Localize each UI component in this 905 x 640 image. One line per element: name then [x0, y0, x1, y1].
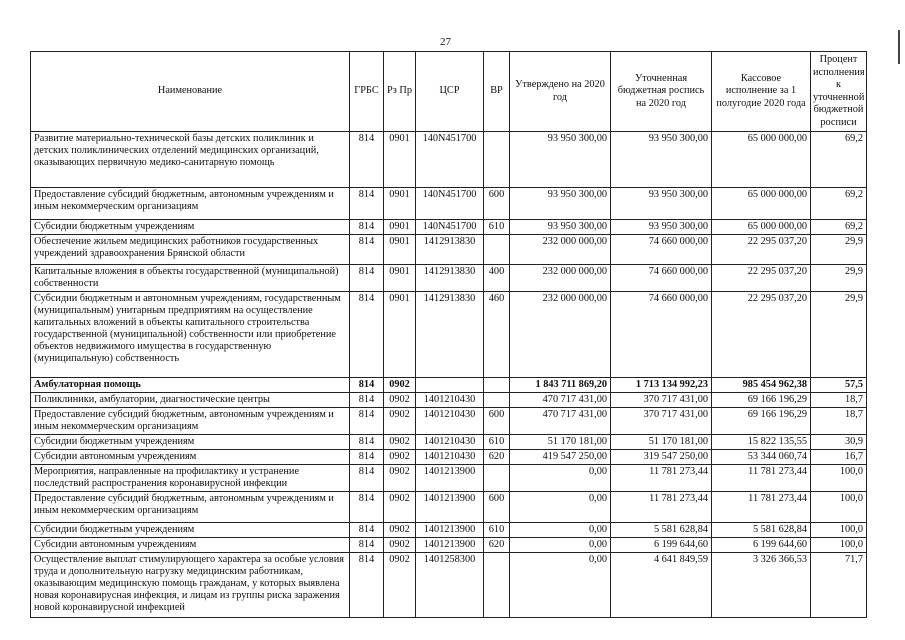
cell-name: Обеспечение жильем медицинских работников государственных учреждений здравоохранения Брянской области — [31, 235, 350, 265]
table-row — [31, 408, 867, 435]
cell-name: Предоставление субсидий бюджетным, автономным учреждениям и иным некоммерческим организациям — [31, 188, 350, 220]
cell-vr: 610 — [484, 523, 510, 538]
cell-refined: 93 950 300,00 — [611, 188, 712, 220]
cell-refined: 4 641 849,59 — [611, 553, 712, 618]
cell-grbs: 814 — [350, 492, 384, 523]
cell-refined: 93 950 300,00 — [611, 220, 712, 235]
cell-refined: 74 660 000,00 — [611, 265, 712, 292]
cell-cash: 22 295 037,20 — [712, 265, 811, 292]
cell-grbs: 814 — [350, 435, 384, 450]
cell-grbs: 814 — [350, 465, 384, 492]
cell-approved: 470 717 431,00 — [510, 408, 611, 435]
cell-rzpr: 0902 — [384, 553, 416, 618]
cell-csr: 1401258300 — [416, 553, 484, 618]
table-row — [31, 292, 867, 378]
cell-percent: 100,0 — [811, 465, 867, 492]
cell-approved: 51 170 181,00 — [510, 435, 611, 450]
cell-approved: 0,00 — [510, 465, 611, 492]
cell-csr: 1412913830 — [416, 265, 484, 292]
cell-name: Субсидии бюджетным и автономным учреждениям, государственным (муниципальным) унитарным предприятиям на осуществление капитальных вложений в объекты капитального строительства государственной (муниципальной) собственности или приобретение объектов недвижимого имущества в государственную (муниципальную) собственность — [31, 292, 350, 378]
cell-cash: 985 454 962,38 — [712, 378, 811, 393]
cell-refined: 74 660 000,00 — [611, 235, 712, 265]
table-row — [31, 553, 867, 618]
cell-rzpr: 0901 — [384, 292, 416, 378]
cell-name: Развитие материально-технической базы детских поликлиник и детских поликлинических отделений медицинских организаций, оказывающих первичную медико-санитарную помощь — [31, 132, 350, 188]
table-row — [31, 132, 867, 188]
cell-csr: 1401210430 — [416, 450, 484, 465]
cell-refined: 370 717 431,00 — [611, 393, 712, 408]
cell-csr: 1412913830 — [416, 235, 484, 265]
header-approved: Утверждено на 2020 год — [510, 52, 611, 132]
cell-rzpr: 0902 — [384, 408, 416, 435]
cell-refined: 1 713 134 992,23 — [611, 378, 712, 393]
cell-rzpr: 0902 — [384, 393, 416, 408]
cell-rzpr: 0901 — [384, 188, 416, 220]
cell-grbs: 814 — [350, 220, 384, 235]
cell-percent: 29,9 — [811, 235, 867, 265]
cell-cash: 11 781 273,44 — [712, 492, 811, 523]
cell-approved: 93 950 300,00 — [510, 220, 611, 235]
cell-grbs: 814 — [350, 378, 384, 393]
cell-grbs: 814 — [350, 553, 384, 618]
cell-rzpr: 0901 — [384, 132, 416, 188]
cell-grbs: 814 — [350, 393, 384, 408]
cell-cash: 22 295 037,20 — [712, 292, 811, 378]
cell-grbs: 814 — [350, 450, 384, 465]
header-percent: Процент исполнения к уточненной бюджетной росписи — [811, 52, 867, 132]
cell-name: Осуществление выплат стимулирующего характера за особые условия труда и дополнительную нагрузку медицинским работникам, оказывающим медицинскую помощь гражданам, у которых выявлена новая коронавирусная инфекция, и лицам из группы риска заражения новой коронавирусной инфекцией — [31, 553, 350, 618]
cell-cash: 69 166 196,29 — [712, 408, 811, 435]
cell-vr: 600 — [484, 408, 510, 435]
cell-name: Мероприятия, направленные на профилактику и устранение последствий распространения коронавирусной инфекции — [31, 465, 350, 492]
cell-cash: 65 000 000,00 — [712, 220, 811, 235]
cell-refined: 11 781 273,44 — [611, 492, 712, 523]
cell-cash: 69 166 196,29 — [712, 393, 811, 408]
cell-rzpr: 0902 — [384, 450, 416, 465]
table-row — [31, 378, 867, 393]
cell-csr: 1401210430 — [416, 393, 484, 408]
cell-approved: 419 547 250,00 — [510, 450, 611, 465]
cell-percent: 100,0 — [811, 492, 867, 523]
cell-vr: 460 — [484, 292, 510, 378]
cell-cash: 65 000 000,00 — [712, 132, 811, 188]
cell-csr: 1401213900 — [416, 523, 484, 538]
cell-vr: 610 — [484, 435, 510, 450]
header-csr: ЦСР — [416, 52, 484, 132]
header-rzpr: Рз Пр — [384, 52, 416, 132]
cell-rzpr: 0902 — [384, 435, 416, 450]
cell-approved: 0,00 — [510, 523, 611, 538]
cell-vr — [484, 235, 510, 265]
header-refined: Уточненная бюджетная роспись на 2020 год — [611, 52, 712, 132]
cell-vr — [484, 132, 510, 188]
cell-approved: 232 000 000,00 — [510, 292, 611, 378]
table-row — [31, 523, 867, 538]
cell-csr: 1401213900 — [416, 538, 484, 553]
cell-grbs: 814 — [350, 523, 384, 538]
cell-csr: 1401213900 — [416, 492, 484, 523]
cell-cash: 65 000 000,00 — [712, 188, 811, 220]
table-row — [31, 465, 867, 492]
cell-cash: 11 781 273,44 — [712, 465, 811, 492]
cell-approved: 470 717 431,00 — [510, 393, 611, 408]
cell-approved: 0,00 — [510, 553, 611, 618]
cell-csr: 1401210430 — [416, 408, 484, 435]
cell-vr: 620 — [484, 450, 510, 465]
cell-refined: 93 950 300,00 — [611, 132, 712, 188]
cell-csr: 1401210430 — [416, 435, 484, 450]
header-vr: ВР — [484, 52, 510, 132]
cell-vr: 600 — [484, 492, 510, 523]
cell-rzpr: 0902 — [384, 378, 416, 393]
cell-refined: 74 660 000,00 — [611, 292, 712, 378]
cell-vr: 400 — [484, 265, 510, 292]
cell-percent: 69,2 — [811, 220, 867, 235]
cell-cash: 15 822 135,55 — [712, 435, 811, 450]
margin-mark — [898, 30, 900, 64]
cell-name: Субсидии автономным учреждениям — [31, 538, 350, 553]
cell-percent: 29,9 — [811, 292, 867, 378]
cell-percent: 29,9 — [811, 265, 867, 292]
cell-vr: 620 — [484, 538, 510, 553]
cell-refined: 319 547 250,00 — [611, 450, 712, 465]
cell-cash: 6 199 644,60 — [712, 538, 811, 553]
cell-grbs: 814 — [350, 188, 384, 220]
cell-refined: 5 581 628,84 — [611, 523, 712, 538]
table-row — [31, 235, 867, 265]
header-name: Наименование — [31, 52, 350, 132]
table-row — [31, 492, 867, 523]
cell-percent: 18,7 — [811, 408, 867, 435]
cell-approved: 232 000 000,00 — [510, 235, 611, 265]
cell-rzpr: 0901 — [384, 235, 416, 265]
cell-grbs: 814 — [350, 408, 384, 435]
cell-approved: 232 000 000,00 — [510, 265, 611, 292]
cell-percent: 57,5 — [811, 378, 867, 393]
cell-approved: 0,00 — [510, 492, 611, 523]
budget-table — [30, 51, 867, 618]
cell-csr: 1401213900 — [416, 465, 484, 492]
cell-refined: 6 199 644,60 — [611, 538, 712, 553]
cell-csr: 1412913830 — [416, 292, 484, 378]
table-row — [31, 188, 867, 220]
cell-refined: 11 781 273,44 — [611, 465, 712, 492]
cell-approved: 93 950 300,00 — [510, 188, 611, 220]
cell-grbs: 814 — [350, 538, 384, 553]
cell-rzpr: 0902 — [384, 465, 416, 492]
cell-vr — [484, 465, 510, 492]
cell-name: Капитальные вложения в объекты государственной (муниципальной) собственности — [31, 265, 350, 292]
table-row — [31, 393, 867, 408]
cell-approved: 1 843 711 869,20 — [510, 378, 611, 393]
cell-percent: 100,0 — [811, 538, 867, 553]
cell-percent: 16,7 — [811, 450, 867, 465]
cell-grbs: 814 — [350, 235, 384, 265]
cell-percent: 100,0 — [811, 523, 867, 538]
table-row — [31, 220, 867, 235]
cell-percent: 69,2 — [811, 188, 867, 220]
table-row — [31, 435, 867, 450]
cell-approved: 0,00 — [510, 538, 611, 553]
cell-percent: 71,7 — [811, 553, 867, 618]
cell-name: Поликлиники, амбулатории, диагностические центры — [31, 393, 350, 408]
cell-csr: 140N451700 — [416, 132, 484, 188]
cell-grbs: 814 — [350, 265, 384, 292]
cell-vr — [484, 378, 510, 393]
header-grbs: ГРБС — [350, 52, 384, 132]
cell-name: Предоставление субсидий бюджетным, автономным учреждениям и иным некоммерческим организациям — [31, 492, 350, 523]
cell-vr: 600 — [484, 188, 510, 220]
header-cash: Кассовое исполнение за 1 полугодие 2020 года — [712, 52, 811, 132]
cell-grbs: 814 — [350, 132, 384, 188]
cell-approved: 93 950 300,00 — [510, 132, 611, 188]
cell-percent: 69,2 — [811, 132, 867, 188]
cell-rzpr: 0901 — [384, 265, 416, 292]
cell-percent: 18,7 — [811, 393, 867, 408]
cell-cash: 22 295 037,20 — [712, 235, 811, 265]
table-row — [31, 538, 867, 553]
cell-cash: 5 581 628,84 — [712, 523, 811, 538]
cell-rzpr: 0902 — [384, 492, 416, 523]
cell-name: Амбулаторная помощь — [31, 378, 350, 393]
cell-vr: 610 — [484, 220, 510, 235]
cell-grbs: 814 — [350, 292, 384, 378]
cell-name: Субсидии бюджетным учреждениям — [31, 435, 350, 450]
cell-name: Субсидии бюджетным учреждениям — [31, 220, 350, 235]
cell-name: Предоставление субсидий бюджетным, автономным учреждениям и иным некоммерческим организациям — [31, 408, 350, 435]
cell-refined: 370 717 431,00 — [611, 408, 712, 435]
table-row — [31, 265, 867, 292]
table-header-row — [31, 52, 867, 132]
cell-name: Субсидии бюджетным учреждениям — [31, 523, 350, 538]
cell-vr — [484, 393, 510, 408]
table-row — [31, 450, 867, 465]
cell-rzpr: 0901 — [384, 220, 416, 235]
cell-csr: 140N451700 — [416, 220, 484, 235]
page-number: 27 — [440, 36, 451, 48]
table-body — [31, 132, 867, 618]
cell-csr — [416, 378, 484, 393]
cell-percent: 30,9 — [811, 435, 867, 450]
cell-cash: 3 326 366,53 — [712, 553, 811, 618]
cell-name: Субсидии автономным учреждениям — [31, 450, 350, 465]
cell-rzpr: 0902 — [384, 538, 416, 553]
cell-cash: 53 344 060,74 — [712, 450, 811, 465]
cell-csr: 140N451700 — [416, 188, 484, 220]
cell-rzpr: 0902 — [384, 523, 416, 538]
cell-refined: 51 170 181,00 — [611, 435, 712, 450]
cell-vr — [484, 553, 510, 618]
